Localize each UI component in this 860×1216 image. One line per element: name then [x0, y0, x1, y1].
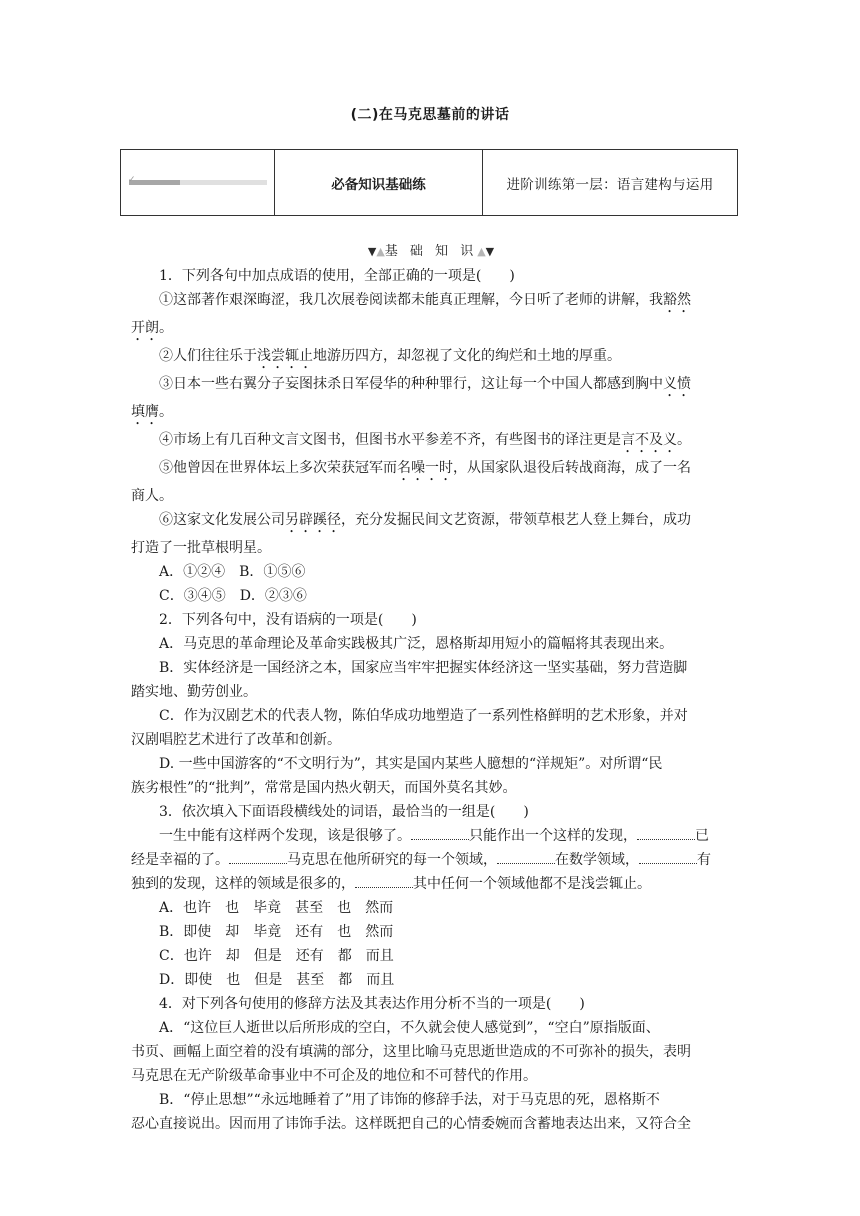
q1-options-row-2: C．③④⑤ D．②③⑥: [159, 588, 307, 604]
dotted-idiom: 义愤: [663, 376, 691, 392]
section-label: 必备知识基础练: [275, 150, 483, 215]
q1-sentence-6-cont: 打造了一批草根明星。: [131, 540, 271, 556]
triangle-down-icon: ▼: [367, 245, 377, 258]
text: ，从国家队退役后转战商海，成了一名: [453, 460, 691, 476]
text: 有: [697, 852, 711, 868]
text: ⑤他曾因在世界体坛上多次荣获冠军而: [159, 460, 397, 476]
q3-passage-line-2: [131, 848, 731, 872]
exercise-content: [131, 240, 731, 1136]
fill-blank: [229, 849, 287, 864]
question-2-stem: 2．下列各句中，没有语病的一项是( ): [159, 612, 417, 628]
q2-option-d-cont: 族劣根性”的“批判”，常常是国内热火朝天，而国外莫名其妙。: [131, 780, 517, 796]
q4-option-a: A．“这位巨人逝世以后所形成的空白，不久就会使人感觉到”，“空白”原指版面、: [159, 1020, 660, 1036]
triangle-down-icon: ▼: [485, 245, 495, 258]
text: 马克思在他所研究的每一个领域，: [287, 852, 497, 868]
text: 。: [159, 320, 173, 336]
q2-option-d: D. 一些中国游客的“不文明行为”，其实是国内某些人臆想的“洋规矩”。对所谓“民: [159, 756, 663, 772]
dotted-idiom: 言不及义: [621, 432, 677, 448]
sub-heading-text: 基 础 知 识: [384, 244, 478, 259]
dotted-idiom: 开朗: [131, 320, 159, 336]
fill-blank: [497, 849, 555, 864]
progress-cell: [121, 150, 275, 215]
q3-option-d: D．即使 也 但是 甚至 都 而且: [159, 972, 395, 988]
text: 在数学领域，: [555, 852, 639, 868]
dotted-idiom: 浅尝辄止: [257, 348, 313, 364]
text: 已: [695, 828, 709, 844]
q1-sentence-1-cont: [131, 316, 731, 344]
dotted-idiom: 名噪一时: [397, 460, 453, 476]
text: ③日本一些右翼分子妄图抹杀日军侵华的种种罪行，这让每一个中国人都感到胸中: [159, 376, 663, 392]
question-4-stem: 4．对下列各句使用的修辞方法及其表达作用分析不当的一项是( ): [159, 996, 585, 1012]
progress-fill: [129, 180, 180, 185]
q3-option-a: A．也许 也 毕竟 甚至 也 然而: [159, 900, 394, 916]
check-icon: ✓: [128, 175, 136, 185]
question-3-stem: 3．依次填入下面语段横线处的词语，最恰当的一组是( ): [159, 804, 529, 820]
level-label: 进阶训练第一层：语言建构与运用: [506, 176, 714, 193]
q1-sentence-5: [131, 456, 731, 484]
fill-blank: [355, 873, 413, 888]
dotted-idiom: 豁然: [663, 292, 691, 308]
q3-passage-line-1: [131, 824, 731, 848]
q2-option-b: B．实体经济是一国经济之本，国家应当牢牢把握实体经济这一坚实基础，努力营造脚: [159, 660, 688, 676]
question-1-stem: 1．下列各句中加点成语的使用，全部正确的一项是( ): [159, 268, 515, 284]
fill-blank: [639, 849, 697, 864]
q2-option-c: C．作为汉剧艺术的代表人物，陈伯华成功地塑造了一系列性格鲜明的艺术形象，并对: [159, 708, 688, 724]
text: ④市场上有几百种文言文图书，但图书水平参差不齐，有些图书的译注更是: [159, 432, 621, 448]
header-table: [120, 149, 738, 216]
q1-sentence-3: [131, 372, 731, 400]
q1-sentence-1: [131, 288, 731, 316]
q4-option-b: B．“停止思想”“永远地睡着了”用了讳饰的修辞手法，对于马克思的死，恩格斯不: [159, 1092, 660, 1108]
q1-options-row-1: A．①②④ B．①⑤⑥: [159, 564, 306, 580]
text: ①这部著作艰深晦涩，我几次展卷阅读都未能真正理解，今日听了老师的讲解，我: [159, 292, 663, 308]
text: 地游历四方，却忽视了文化的绚烂和土地的厚重。: [313, 348, 621, 364]
dotted-idiom: 填膺: [131, 404, 159, 420]
q3-option-b: B．即使 却 毕竟 还有 也 然而: [159, 924, 394, 940]
q1-sentence-4: [131, 428, 731, 456]
fill-blank: [637, 825, 695, 840]
q3-passage-line-3: [131, 872, 731, 896]
progress-bar: [128, 175, 267, 185]
text: ⑥这家文化发展公司: [159, 512, 285, 528]
sub-heading: [131, 240, 731, 264]
q4-option-a-cont-2: 马克思在无产阶级革命事业中不可企及的地位和不可替代的作用。: [131, 1068, 537, 1084]
text: 经是幸福的了。: [131, 852, 229, 868]
q1-sentence-2: [131, 344, 731, 372]
q2-option-c-cont: 汉剧唱腔艺术进行了改革和创新。: [131, 732, 341, 748]
q3-option-c: C．也许 却 但是 还有 都 而且: [159, 948, 394, 964]
fill-blank: [411, 825, 469, 840]
triangle-up-icon: ▲: [477, 245, 486, 258]
text: ，充分发掘民间文艺资源，带领草根艺人登上舞台，成功: [341, 512, 691, 528]
q1-sentence-5-cont: 商人。: [131, 488, 173, 504]
q4-option-b-cont: 忍心直接说出。因而用了讳饰手法。这样既把自己的心情委婉而含蓄地表达出来，又符合全: [131, 1116, 691, 1132]
q2-option-a: A．马克思的革命理论及革命实践极其广泛，恩格斯却用短小的篇幅将其表现出来。: [159, 636, 674, 652]
text: ②人们往往乐于: [159, 348, 257, 364]
triangle-up-icon: ▲: [376, 245, 385, 258]
text: 其中任何一个领域他都不是浅尝辄止。: [413, 876, 651, 892]
q1-sentence-3-cont: [131, 400, 731, 428]
q1-sentence-6: [131, 508, 731, 536]
q4-option-a-cont-1: 书页、画幅上面空着的没有填满的部分，这里比喻马克思逝世造成的不可弥补的损失，表明: [131, 1044, 691, 1060]
text: 。: [677, 432, 691, 448]
q2-option-b-cont: 踏实地、勤劳创业。: [131, 684, 257, 700]
text: 只能作出一个这样的发现，: [469, 828, 637, 844]
text: 独到的发现，这样的领域是很多的，: [131, 876, 355, 892]
dotted-idiom: 另辟蹊径: [285, 512, 341, 528]
page-title: (二)在马克思墓前的讲话: [350, 107, 510, 123]
text: 一生中能有这样两个发现，该是很够了。: [159, 828, 411, 844]
text: 。: [159, 404, 173, 420]
